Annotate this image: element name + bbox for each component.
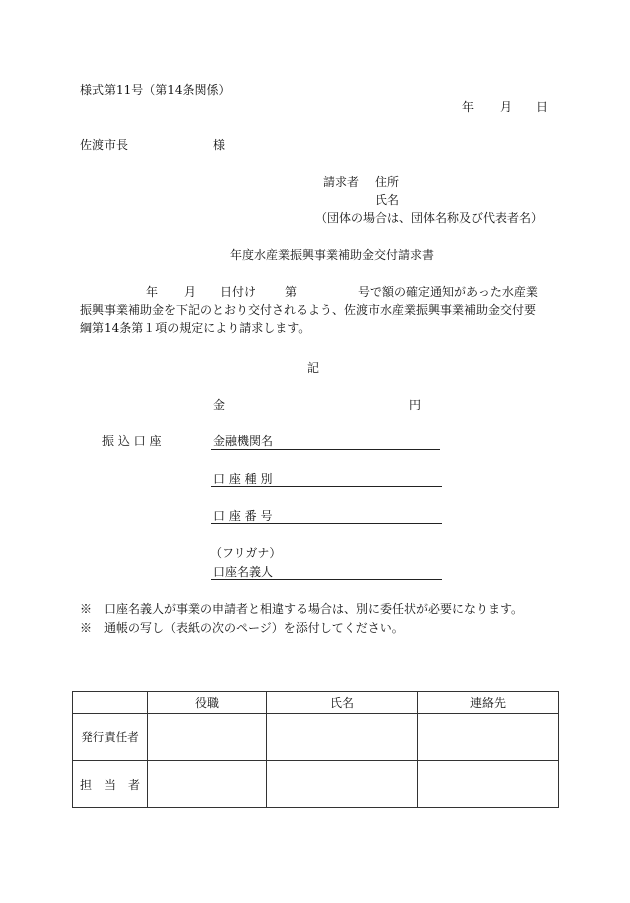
person-name-cell[interactable] (267, 761, 418, 808)
table-header-row (73, 692, 559, 714)
account-holder-line (211, 579, 442, 580)
body-dated: 日付け (220, 285, 257, 299)
header-contact: 連絡先 (418, 692, 559, 714)
header-name: 氏名 (267, 692, 418, 714)
ki-heading: 記 (307, 361, 320, 375)
address-label: 住所 (375, 175, 400, 189)
issuer-contact-cell[interactable] (418, 714, 559, 761)
account-holder-label: 口座名義人 (213, 565, 274, 579)
bank-name-line (211, 449, 440, 450)
requester-label: 請求者 (323, 175, 360, 189)
transfer-account-label: 振 込 口 座 (102, 434, 162, 448)
honorific: 様 (213, 138, 226, 152)
note-2: ※ 通帳の写し（表紙の次のページ）を添付してください。 (80, 621, 404, 635)
date-year: 年 (462, 100, 475, 114)
table-row (73, 714, 559, 761)
person-contact-cell[interactable] (418, 761, 559, 808)
header-blank (73, 692, 148, 714)
name-label: 氏名 (375, 193, 400, 207)
contact-table (72, 691, 559, 808)
document-title: 年度水産業振興事業補助金交付請求書 (230, 248, 435, 262)
body-line1-rest: 号で額の確定通知があった水産業 (358, 285, 538, 299)
person-position-cell[interactable] (148, 761, 267, 808)
bank-name-label: 金融機関名 (213, 434, 274, 448)
date-day: 日 (536, 100, 549, 114)
row-label-issuer: 発行責任者 (73, 714, 148, 761)
form-number: 様式第11号（第14条関係） (80, 83, 231, 97)
group-note: （団体の場合は、団体名称及び代表者名） (315, 211, 544, 225)
body-line3: 綱第14条第１項の規定により請求します。 (80, 321, 311, 335)
account-type-label: 口 座 種 別 (213, 472, 273, 486)
body-dai: 第 (285, 285, 298, 299)
yen-label: 円 (409, 398, 422, 412)
row-label-person-in-charge: 担 当 者 (73, 761, 148, 808)
table-row (73, 761, 559, 808)
body-year: 年 (146, 285, 159, 299)
header-position: 役職 (148, 692, 267, 714)
furigana-label: （フリガナ） (210, 546, 282, 560)
note-1: ※ 口座名義人が事業の申請者と相違する場合は、別に委任状が必要になります。 (80, 602, 524, 616)
issuer-name-cell[interactable] (267, 714, 418, 761)
account-number-label: 口 座 番 号 (213, 509, 273, 523)
account-number-line (211, 523, 442, 524)
body-line2: 振興事業補助金を下記のとおり交付されるよう、佐渡市水産業振興事業補助金交付要 (80, 303, 537, 317)
account-type-line (211, 486, 442, 487)
issuer-position-cell[interactable] (148, 714, 267, 761)
body-month: 月 (184, 285, 197, 299)
date-month: 月 (500, 100, 513, 114)
addressee: 佐渡市長 (80, 138, 129, 152)
amount-label: 金 (213, 398, 226, 412)
